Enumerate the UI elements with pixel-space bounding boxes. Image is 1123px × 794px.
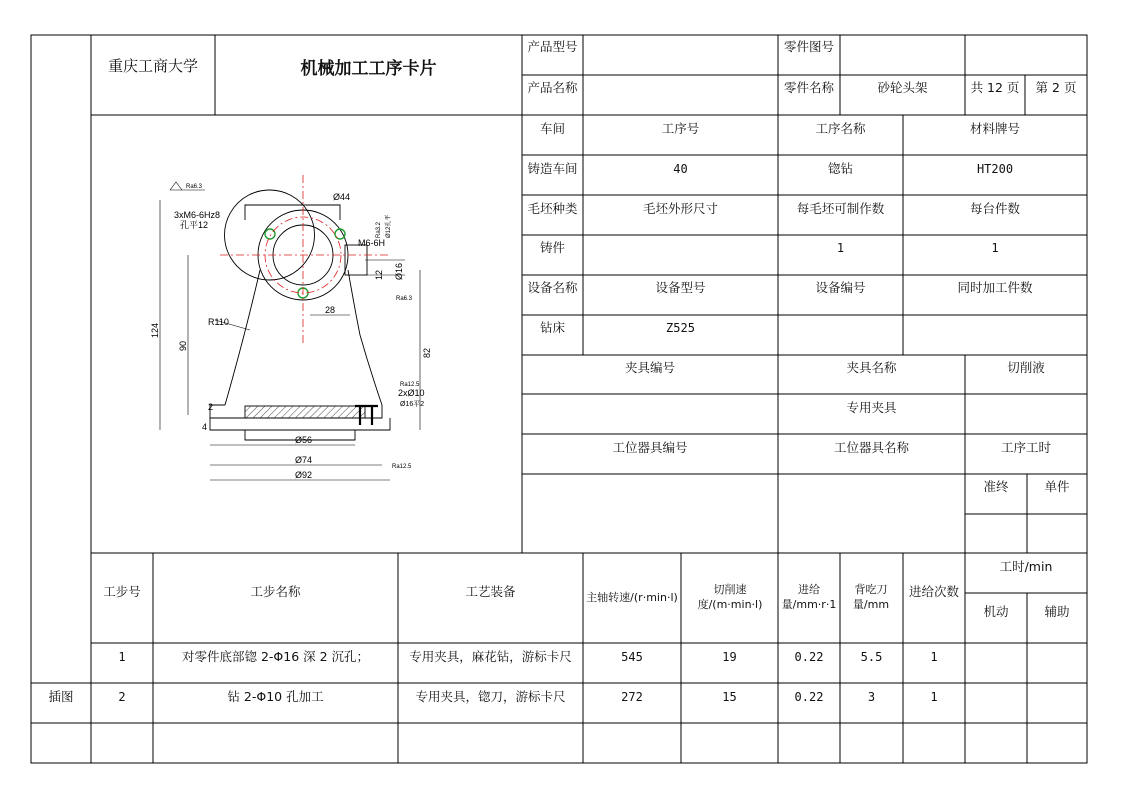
dim-28: 28: [325, 305, 336, 315]
step-2-no: 2: [118, 689, 126, 704]
step-1-feed[interactable]: 0.22: [794, 649, 824, 664]
spindle-speed-header: 主轴转速/(r·min·l): [586, 590, 678, 604]
fixture-no-label: 夹具编号: [624, 359, 675, 375]
coolant-label: 切削液: [1007, 359, 1045, 375]
step-1-name[interactable]: 对零件底部锪 2-Φ16 深 2 沉孔；: [181, 648, 370, 664]
blank-size-label: 毛坯外形尺寸: [642, 200, 718, 216]
dim-d44: Ø44: [333, 192, 351, 202]
part-name-value[interactable]: 砂轮头架: [877, 80, 928, 96]
school-name: 重庆工商大学: [107, 56, 198, 75]
part-drawing-no-value[interactable]: [840, 35, 965, 75]
fixture-name-label: 夹具名称: [846, 359, 897, 375]
ra-top: Ra3.2: [376, 221, 382, 238]
blank-size-value[interactable]: [583, 235, 778, 261]
step-1-depth[interactable]: 5.5: [860, 649, 883, 664]
unit-time-label: 单件: [1044, 478, 1070, 494]
step-2-depth[interactable]: 3: [867, 689, 876, 704]
step-2-equipment[interactable]: 专用夹具，锪刀，游标卡尺: [415, 688, 566, 704]
coolant-value[interactable]: [965, 394, 1087, 434]
op-name-value[interactable]: 锪钻: [827, 160, 853, 176]
op-name-label: 工序名称: [815, 120, 866, 136]
equip-no-label: 设备编号: [815, 279, 866, 295]
cutting-speed-header: 切削速度/(m·min·l): [697, 583, 763, 611]
equip-model-label: 设备型号: [655, 279, 706, 295]
material-value[interactable]: HT200: [976, 161, 1014, 176]
station-no-label: 工位器具编号: [612, 439, 688, 455]
step-2-name[interactable]: 钻 2-Φ10 孔加工: [227, 688, 324, 704]
dim-r110: R110: [208, 317, 229, 327]
dim-counterbore: Ø16平2: [400, 401, 425, 408]
dim-angle-note: Ø12孔平: [386, 214, 392, 238]
ra-right: Ra6.3: [396, 296, 413, 302]
step-2-passes[interactable]: 1: [930, 689, 938, 704]
machine-time-header: 机动: [983, 603, 1009, 619]
product-name-label: 产品名称: [527, 80, 578, 96]
sketch-label: 插图: [48, 688, 74, 704]
step-2-speed[interactable]: 272: [621, 689, 643, 704]
op-no-value[interactable]: 40: [673, 161, 688, 176]
step-no-header: 工步号: [103, 583, 141, 599]
step-1-speed[interactable]: 545: [621, 649, 643, 664]
dim-4: 4: [202, 422, 208, 432]
dim-m6: M6-6H: [358, 238, 386, 248]
per-unit-label: 每台件数: [969, 200, 1020, 216]
product-model-value[interactable]: [583, 35, 778, 75]
aux-time-header: 辅助: [1044, 603, 1070, 619]
equip-no-value[interactable]: [778, 315, 903, 355]
part-drawing: [150, 160, 435, 495]
dim-d16: Ø16: [394, 262, 404, 280]
op-no-label: 工序号: [661, 120, 700, 136]
dim-d74: Ø74: [295, 455, 313, 465]
ra-bottom-right: Ra12.5: [400, 382, 420, 388]
ra-top-left: Ra6.3: [186, 184, 203, 190]
fixture-name-value[interactable]: 专用夹具: [846, 399, 897, 415]
feed-header: 进给量/mm·r·1: [781, 583, 837, 611]
depth-header: 背吃刀量/mm: [852, 583, 890, 611]
simul-label: 同时加工件数: [957, 279, 1033, 295]
blank-type-label: 毛坯种类: [527, 200, 578, 216]
dim-90: 90: [178, 340, 188, 351]
dim-d56: Ø56: [295, 435, 313, 445]
step-1-cut-speed[interactable]: 19: [722, 649, 737, 664]
per-blank-label: 每毛坯可制作数: [796, 200, 885, 216]
step-1-no: 1: [118, 649, 126, 664]
dim-d92: Ø92: [295, 470, 313, 480]
step-1-equipment[interactable]: 专用夹具，麻花钻，游标卡尺: [409, 648, 572, 664]
ra-base: Ra12.5: [392, 464, 412, 470]
per-unit-value[interactable]: 1: [991, 240, 999, 255]
per-blank-value[interactable]: 1: [836, 240, 845, 255]
step-equipment-header: 工艺装备: [465, 583, 516, 599]
step-1-passes[interactable]: 1: [930, 649, 938, 664]
equip-model-value[interactable]: Z525: [666, 320, 695, 335]
dim-2: 2: [208, 402, 214, 412]
prep-time-label: 准终: [983, 478, 1009, 494]
equip-name-label: 设备名称: [527, 279, 578, 295]
time-header: 工时/min: [999, 558, 1053, 574]
card-title: 机械加工工序卡片: [300, 58, 437, 79]
total-pages: 共 12 页: [970, 80, 1020, 96]
step-name-header: 工步名称: [250, 583, 301, 599]
workshop-label: 车间: [539, 120, 565, 136]
blank-type-value[interactable]: 铸件: [539, 239, 565, 255]
equip-name-value[interactable]: 钻床: [539, 319, 565, 335]
dim-12: 12: [374, 269, 384, 280]
product-model-label: 产品型号: [527, 39, 578, 55]
passes-header: 进给次数: [908, 583, 959, 599]
page-number: 第 2 页: [1035, 80, 1077, 96]
dim-m6-thread: 3xM6-6Hz8: [174, 210, 221, 220]
step-2-cut-speed[interactable]: 15: [722, 689, 737, 704]
dim-d10: 2xØ10: [398, 388, 425, 398]
product-name-value[interactable]: [583, 75, 778, 115]
station-name-label: 工位器具名称: [833, 439, 909, 455]
part-name-label: 零件名称: [783, 80, 834, 96]
dim-82: 82: [422, 347, 432, 358]
material-label: 材料牌号: [969, 120, 1020, 136]
workshop-value[interactable]: 铸造车间: [527, 160, 578, 176]
step-2-feed[interactable]: 0.22: [794, 689, 824, 704]
simul-value[interactable]: [903, 315, 1087, 355]
dim-124: 124: [150, 322, 160, 338]
part-drawing-no-label: 零件图号: [783, 39, 834, 55]
fixture-no-value[interactable]: [522, 394, 778, 422]
dim-hole-depth: 孔平12: [180, 220, 209, 230]
op-time-label: 工序工时: [1000, 439, 1051, 455]
